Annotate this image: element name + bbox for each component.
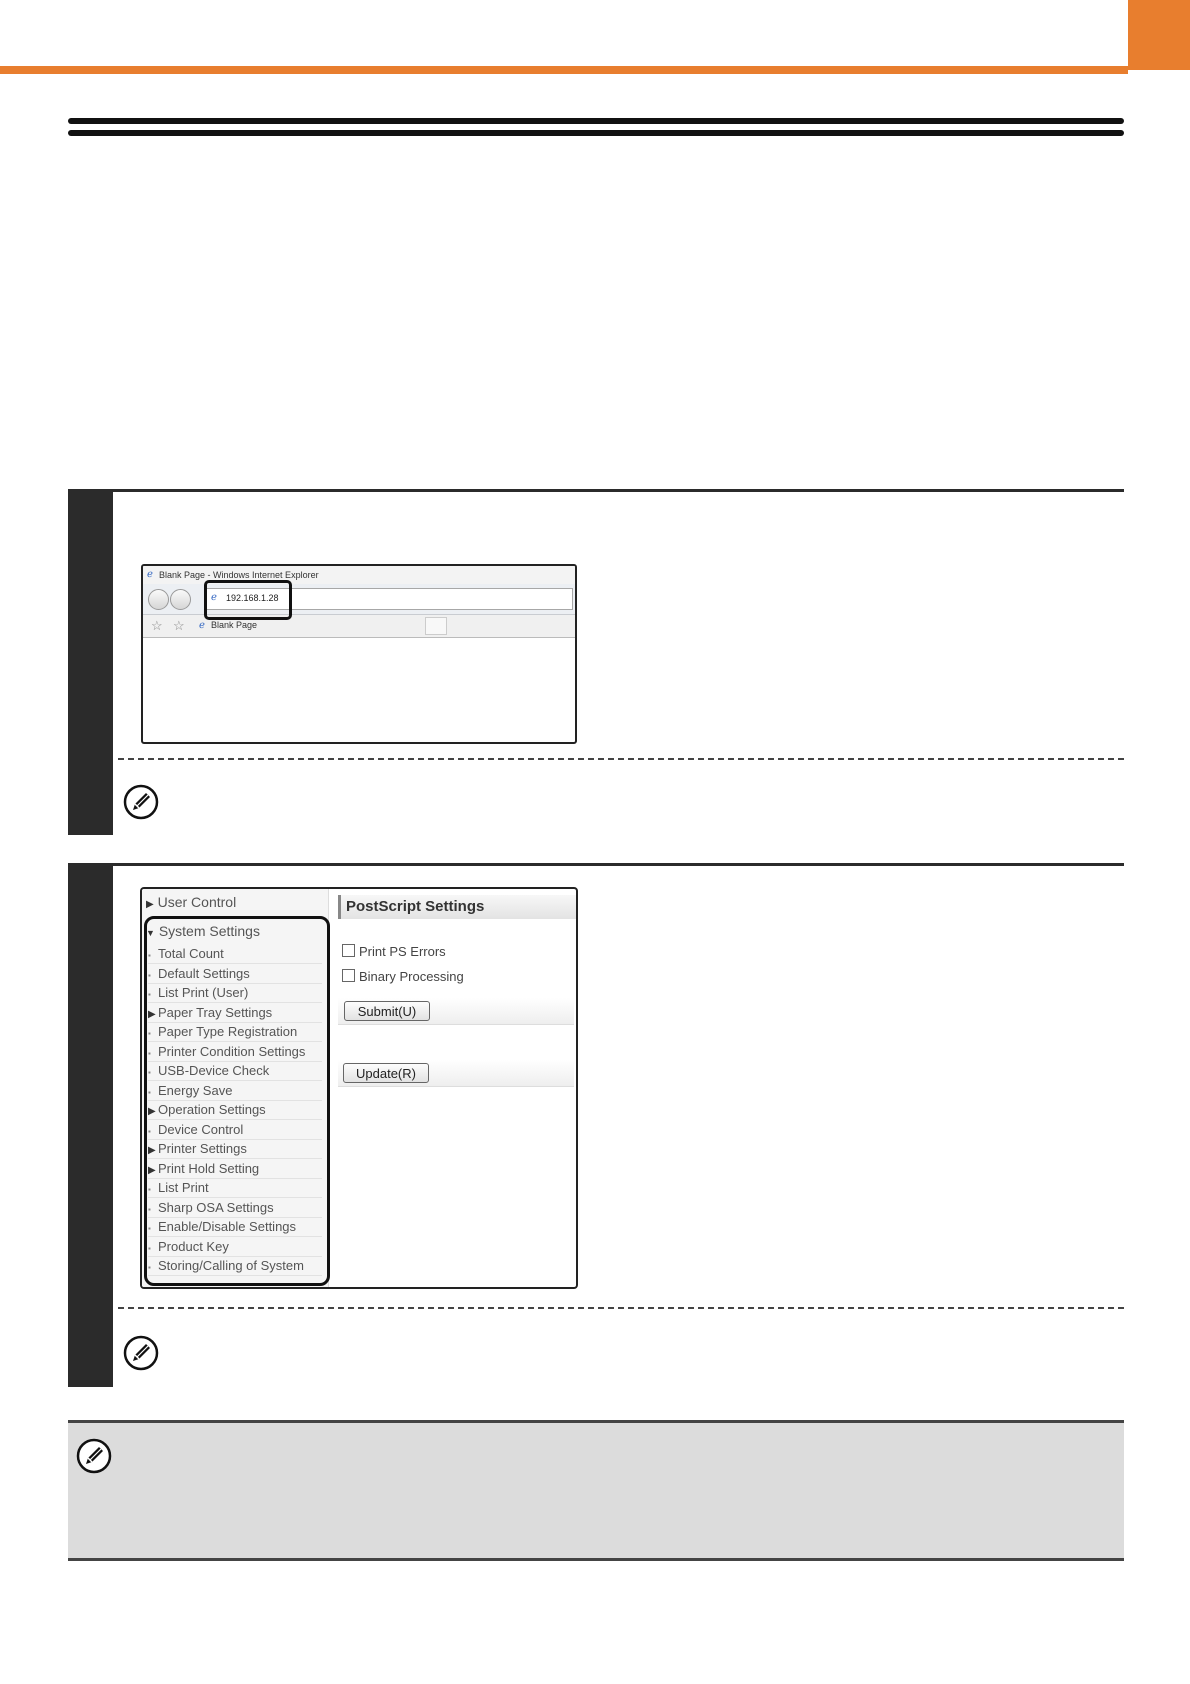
page-icon: ▪ (148, 990, 151, 999)
header-accent-line (0, 66, 1128, 74)
ie-page-icon: ℯ (211, 592, 217, 603)
pencil-note-icon (76, 1438, 112, 1474)
menu-item-label: Paper Tray Settings (158, 1004, 273, 1020)
step-2-bar (68, 863, 113, 1387)
menu-item-label: Product Key (158, 1238, 229, 1254)
binary-processing-option[interactable]: Binary Processing (342, 969, 464, 984)
system-settings-highlight-frame (144, 916, 330, 1286)
menu-item-label: Energy Save (158, 1082, 233, 1098)
back-button[interactable] (148, 589, 169, 610)
menu-item-label: Total Count (158, 946, 224, 961)
header-accent-tab (1128, 0, 1190, 70)
expand-arrow-icon: ▶ (148, 1164, 156, 1176)
address-highlight-frame (204, 580, 292, 620)
step-2-top-line (68, 863, 1124, 866)
menu-item-label: Operation Settings (158, 1102, 266, 1117)
page-icon: ▪ (148, 1185, 151, 1194)
menu-item-label: USB-Device Check (158, 1063, 270, 1078)
page-icon: ▪ (148, 1068, 151, 1077)
collapse-arrow-icon: ▼ (146, 928, 155, 938)
binary-processing-checkbox[interactable] (342, 969, 355, 982)
ie-logo-icon: ℯ (147, 569, 153, 580)
menu-item-label: List Print (User) (158, 985, 249, 1000)
expand-arrow-icon: ▶ (148, 1008, 156, 1020)
title-rule-top (68, 118, 1124, 124)
expand-arrow-icon: ▶ (146, 899, 154, 910)
page-icon: ▪ (148, 970, 151, 980)
tab-ie-icon: ℯ (199, 620, 205, 631)
page-icon: ▪ (148, 1126, 151, 1136)
update-button[interactable]: Update(R) (343, 1063, 429, 1083)
print-ps-errors-checkbox[interactable] (342, 944, 355, 957)
forward-button[interactable] (170, 589, 191, 610)
step-2-divider (118, 1307, 1124, 1309)
menu-item-label: Paper Type Registration (158, 1024, 298, 1039)
note-box (68, 1420, 1124, 1561)
address-text: 192.168.1.28 (226, 593, 279, 603)
menu-item-label: Printer Settings (158, 1141, 247, 1156)
title-rule-bottom (68, 130, 1124, 136)
menu-item-label: Print Hold Setting (158, 1160, 260, 1176)
browser-tab[interactable]: Blank Page (211, 620, 258, 630)
menu-item-label: Device Control (158, 1121, 244, 1137)
browser-title: Blank Page - Windows Internet Explorer (159, 570, 319, 580)
submit-button[interactable]: Submit(U) (344, 1001, 430, 1021)
expand-arrow-icon: ▶ (148, 1145, 156, 1156)
new-tab-button[interactable] (425, 617, 447, 635)
print-ps-errors-option[interactable]: Print PS Errors (342, 944, 446, 959)
page-icon: ▪ (148, 1263, 151, 1272)
menu-item-label: Enable/Disable Settings (158, 1219, 297, 1234)
menu-item-label: Storing/Calling of System (158, 1258, 304, 1273)
menu-item-label: Sharp OSA Settings (158, 1199, 274, 1215)
step-1-divider (118, 758, 1124, 760)
page-icon: ▪ (148, 951, 151, 960)
menu-user-control[interactable]: ▶ User Control (146, 894, 237, 910)
step-1-bar (68, 489, 113, 835)
panel-title: PostScript Settings (338, 895, 578, 919)
pencil-note-icon (123, 1335, 159, 1371)
menu-item-label: Printer Condition Settings (158, 1043, 306, 1059)
menu-system-settings[interactable]: ▼ System Settings (146, 923, 260, 939)
page-icon: ▪ (148, 1243, 151, 1253)
step-1-top-line (68, 489, 1124, 492)
pencil-note-icon (123, 784, 159, 820)
favorites-star-icon[interactable]: ☆ (151, 618, 163, 633)
page-icon: ▪ (148, 1029, 151, 1038)
page-icon: ▪ (148, 1224, 151, 1233)
expand-arrow-icon: ▶ (148, 1106, 156, 1117)
page-icon: ▪ (148, 1204, 151, 1214)
page-icon: ▪ (148, 1048, 151, 1058)
menu-item-label: List Print (158, 1180, 209, 1195)
menu-item-label: Default Settings (158, 965, 250, 981)
page-icon: ▪ (148, 1087, 151, 1097)
add-favorites-star-icon[interactable]: ☆ (173, 618, 185, 633)
